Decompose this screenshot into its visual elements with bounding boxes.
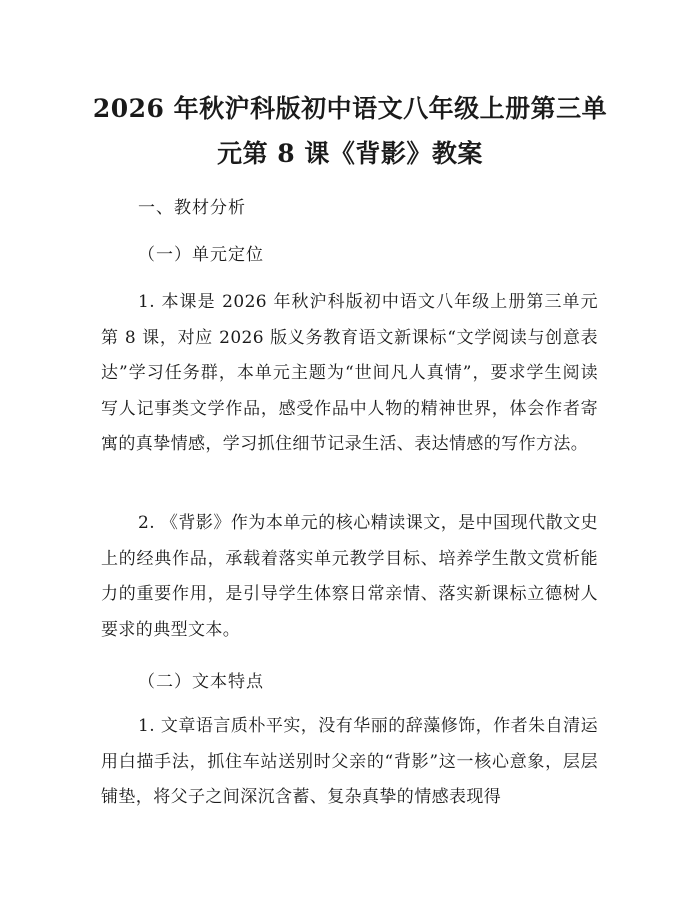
paragraph-unit-positioning-2 <box>101 506 598 648</box>
document-title-line-1: 2026 年秋沪科版初中语文八年级上册第三单 <box>92 94 608 123</box>
subsection-heading-unit-positioning: （一）单元定位 <box>138 245 264 265</box>
paragraph-text: 2. 《背影》作为本单元的核心精读课文，是中国现代散文史上的经典作品，承载着落实单元教学目标、培养学生散文赏析能力的重要作用，是引导学生体察日常亲情、落实新课标立德树人要求的典型文本。 <box>101 513 598 640</box>
subsection-heading-text-features: （二）文本特点 <box>138 672 264 692</box>
document-title-line-2: 元第 8 课《背影》教案 <box>217 139 483 168</box>
paragraph-text: 1. 本课是 2026 年秋沪科版初中语文八年级上册第三单元第 8 课，对应 2026 版义务教育语文新课标“文学阅读与创意表达”学习任务群，本单元主题为“世间凡人真情”，要求学生阅读写人记事类文学作品，感受作品中人物的精神世界，体会作者寄寓的真挚情感，学习抓住细节记录生活、表达情感的写作方法。 <box>101 292 598 454</box>
paragraph-text-features-1 <box>101 709 598 816</box>
paragraph-unit-positioning-1 <box>101 285 598 463</box>
section-heading-textbook-analysis: 一、教材分析 <box>138 198 246 218</box>
paragraph-text: 1. 文章语言质朴平实，没有华丽的辞藻修饰，作者朱自清运用白描手法，抓住车站送别时父亲的“背影”这一核心意象，层层铺垫，将父子之间深沉含蓄、复杂真挚的情感表现得 <box>101 716 598 807</box>
